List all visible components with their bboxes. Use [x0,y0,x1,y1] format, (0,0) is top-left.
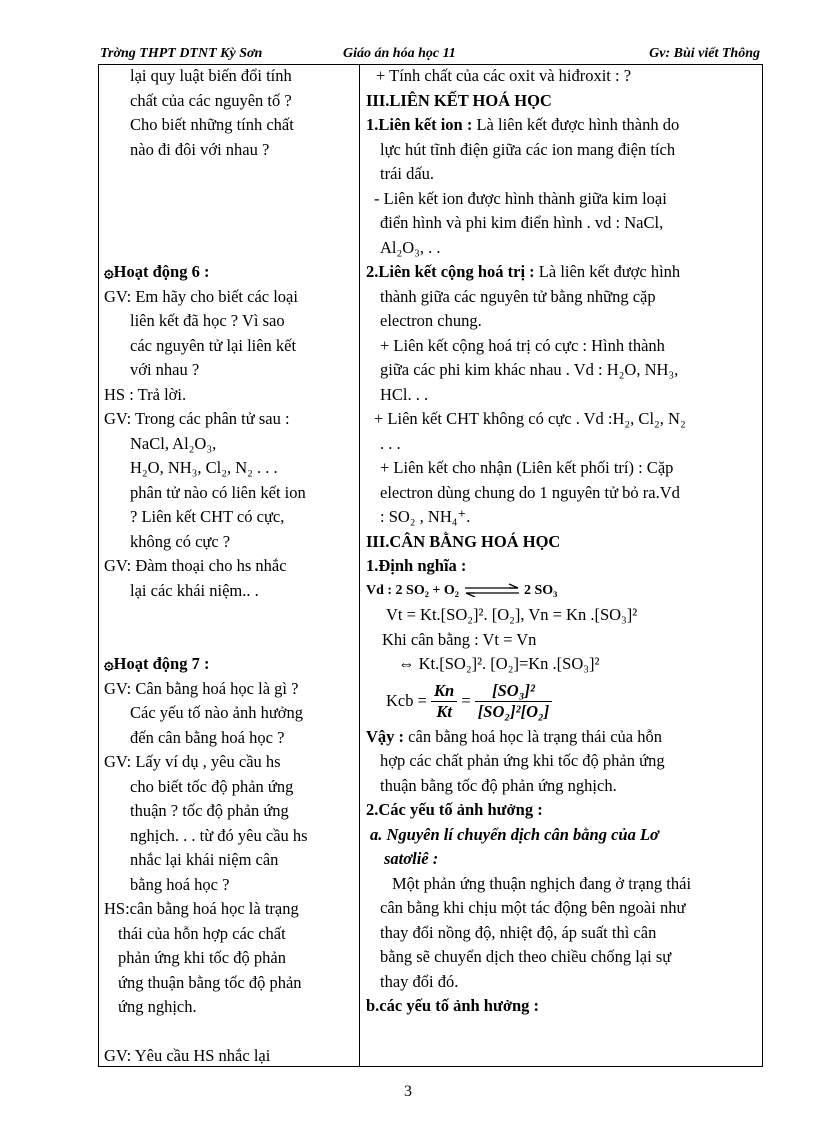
teacher-activity-column [104,64,354,1068]
left-line: Cho biết những tính chất [130,115,294,134]
left-line: bằng hoá học ? [130,874,230,894]
right-line: Al₂O₃, . . [380,237,441,257]
left-line: các nguyên tử lại liên kết [130,335,297,355]
right-line: điển hình và phi kim điển hình . vd : NaCl, [380,213,664,232]
left-line: GV: Em hãy cho biết các loại [104,286,298,306]
principle-heading: a. Nguyên lí chuyển dịch cân bằng của Lơ [370,824,659,844]
left-line: đến cân bằng hoá học ? [130,727,285,747]
left-line: lại quy luật biến đổi tính [130,66,292,85]
right-line: - Liên kết ion được hình thành giữa kim loại [374,188,667,208]
content-column [366,64,761,1019]
table-left-border [98,64,99,1066]
left-line: lại các khái niệm.. . [130,580,259,600]
left-line: chất của các nguyên tố ? [130,90,292,110]
left-line: Các yếu tố nào ảnh hưởng [130,703,304,722]
left-line: nào đi đôi với nhau ? [130,139,270,159]
principle-heading: satơliê : [384,849,439,868]
left-line: thuận ? tốc độ phản ứng [130,801,289,820]
right-line: : SO₂ , NH₄⁺. [380,507,471,526]
left-line: phản ứng khi tốc độ phản [118,948,286,967]
left-line: với nhau ? [130,360,200,379]
left-line: không có cực ? [130,531,231,551]
left-line: ? Liên kết CHT có cực, [130,507,285,526]
subsection-heading: 1.Định nghĩa : [366,556,467,575]
left-line: liên kết đã học ? Vì sao [130,311,285,330]
right-line: cân bằng khi chịu một tác động bên ngoài như [380,898,686,917]
right-line: giữa các phi kim khác nhau . Vd : H₂O, NH₃, [380,360,679,379]
right-line: + Liên kết CHT không có cực . Vd :H₂, Cl₂, N₂ [374,409,686,428]
left-line: GV: Yêu cầu HS nhắc lại [104,1045,271,1065]
right-line: HCl. . . [380,384,429,404]
activity-6-heading: ۞Hoạt động 6 : [104,262,210,281]
header-school: Trờng THPT DTNT Kỳ Sơn [100,46,263,61]
left-line: NaCl, Al₂O₃, [130,433,217,453]
right-line: ⇔ Kt.[SO₂]². [O₂]=Kn .[SO₃]² [398,654,600,673]
left-line: HS : Trả lời. [104,384,187,404]
right-line: bằng sẽ chuyển dịch theo chiều chống lại sự [380,947,672,966]
right-line: hợp các chất phản ứng khi tốc độ phản ứng [380,751,665,770]
page-number: 3 [404,1083,412,1100]
header-teacher: Gv: Bùi viết Thông [649,46,760,61]
right-line: electron dùng chung do 1 nguyên tử bỏ ra.Vd [380,482,680,502]
left-line: phân tử nào có liên kết ion [130,482,306,502]
table-right-border [762,64,763,1066]
right-line: . . . [380,433,401,453]
right-line: + Tính chất của các oxit và hiđroxit : ? [376,66,632,85]
activity-icon: ۞ [104,654,114,673]
k-ratio-fraction: $\frac{Kn}{Kt}$ [431,681,457,722]
left-line: GV: Đàm thoại cho hs nhắc [104,556,287,575]
section-heading: III.CÂN BẰNG HOÁ HỌC [366,531,561,551]
left-line: GV: Cân bằng hoá học là gì ? [104,678,299,698]
right-line: thay đổi nồng độ, nhiệt độ, áp suất thì cân [380,922,657,942]
left-line: cho biết tốc độ phản ứng [130,776,294,796]
subsection-heading: b.các yếu tố ảnh hưởng : [366,996,540,1015]
concentration-fraction: $\frac{\text{[SO₃]²}}{\text{[SO₂]²[O₂]}}$ [475,681,552,722]
activity-icon: ۞ [104,262,114,281]
reaction-equation: Vd : 2 SO₂ + O₂ 2 SO₃ [366,582,558,598]
right-line: Khi cân bằng : Vt = Vn [382,629,537,649]
equilibrium-arrow-icon [463,583,521,597]
table-column-divider [359,64,360,1066]
left-line: GV: Trong các phân tử sau : [104,409,290,428]
left-line: ứng nghịch. [118,997,197,1016]
header-subject: Giáo án hóa học 11 [343,46,456,61]
right-line: Vậy : cân bằng hoá học là trạng thái của hỗn [366,726,662,746]
right-line: lực hút tĩnh điện giữa các ion mang điện tích [380,139,676,159]
right-line: electron chung. [380,311,482,330]
left-line: thái của hỗn hợp các chất [118,923,286,943]
subsection-heading: 2.Các yếu tố ảnh hưởng : [366,800,543,819]
right-line: Một phản ứng thuận nghịch đang ở trạng thái [392,873,692,893]
left-line: ứng thuận bằng tốc độ phản [118,972,302,992]
left-line: HS:cân bằng hoá học là trạng [104,899,299,918]
left-line: nhắc lại khái niệm cân [130,850,279,869]
right-line: thuận bằng tốc độ phản ứng nghịch. [380,775,617,795]
page-header [100,46,760,62]
right-line: 2.Liên kết cộng hoá trị : Là liên kết được hình [366,262,681,281]
right-line: trái dấu. [380,164,435,183]
left-line: nghịch. . . từ đó yêu cầu hs [130,825,308,845]
right-line: thành giữa các nguyên tử bằng những cặp [380,286,656,306]
section-heading: III.LIÊN KẾT HOÁ HỌC [366,90,552,110]
right-line: 1.Liên kết ion : Là liên kết được hình thành do [366,115,680,134]
right-line: thay đổi đó. [380,971,459,991]
left-line: GV: Lấy ví dụ , yêu cầu hs [104,752,281,771]
rate-expression: Vt = Kt.[SO₂]². [O₂], Vn = Kn .[SO₃]² [386,605,638,624]
right-line: + Liên kết cộng hoá trị có cực : Hình thành [380,335,665,355]
right-line: + Liên kết cho nhận (Liên kết phối trí) : Cặp [380,458,674,477]
left-line: H₂O, NH₃, Cl₂, N₂ . . . [130,458,278,477]
activity-7-heading: ۞Hoạt động 7 : [104,654,210,673]
equilibrium-constant: Kcb = $\frac{Kn}{Kt}$ = $\frac{\text{[SO₃]²}}{\text{[SO₂]²[O₂]}}$ [366,677,761,725]
